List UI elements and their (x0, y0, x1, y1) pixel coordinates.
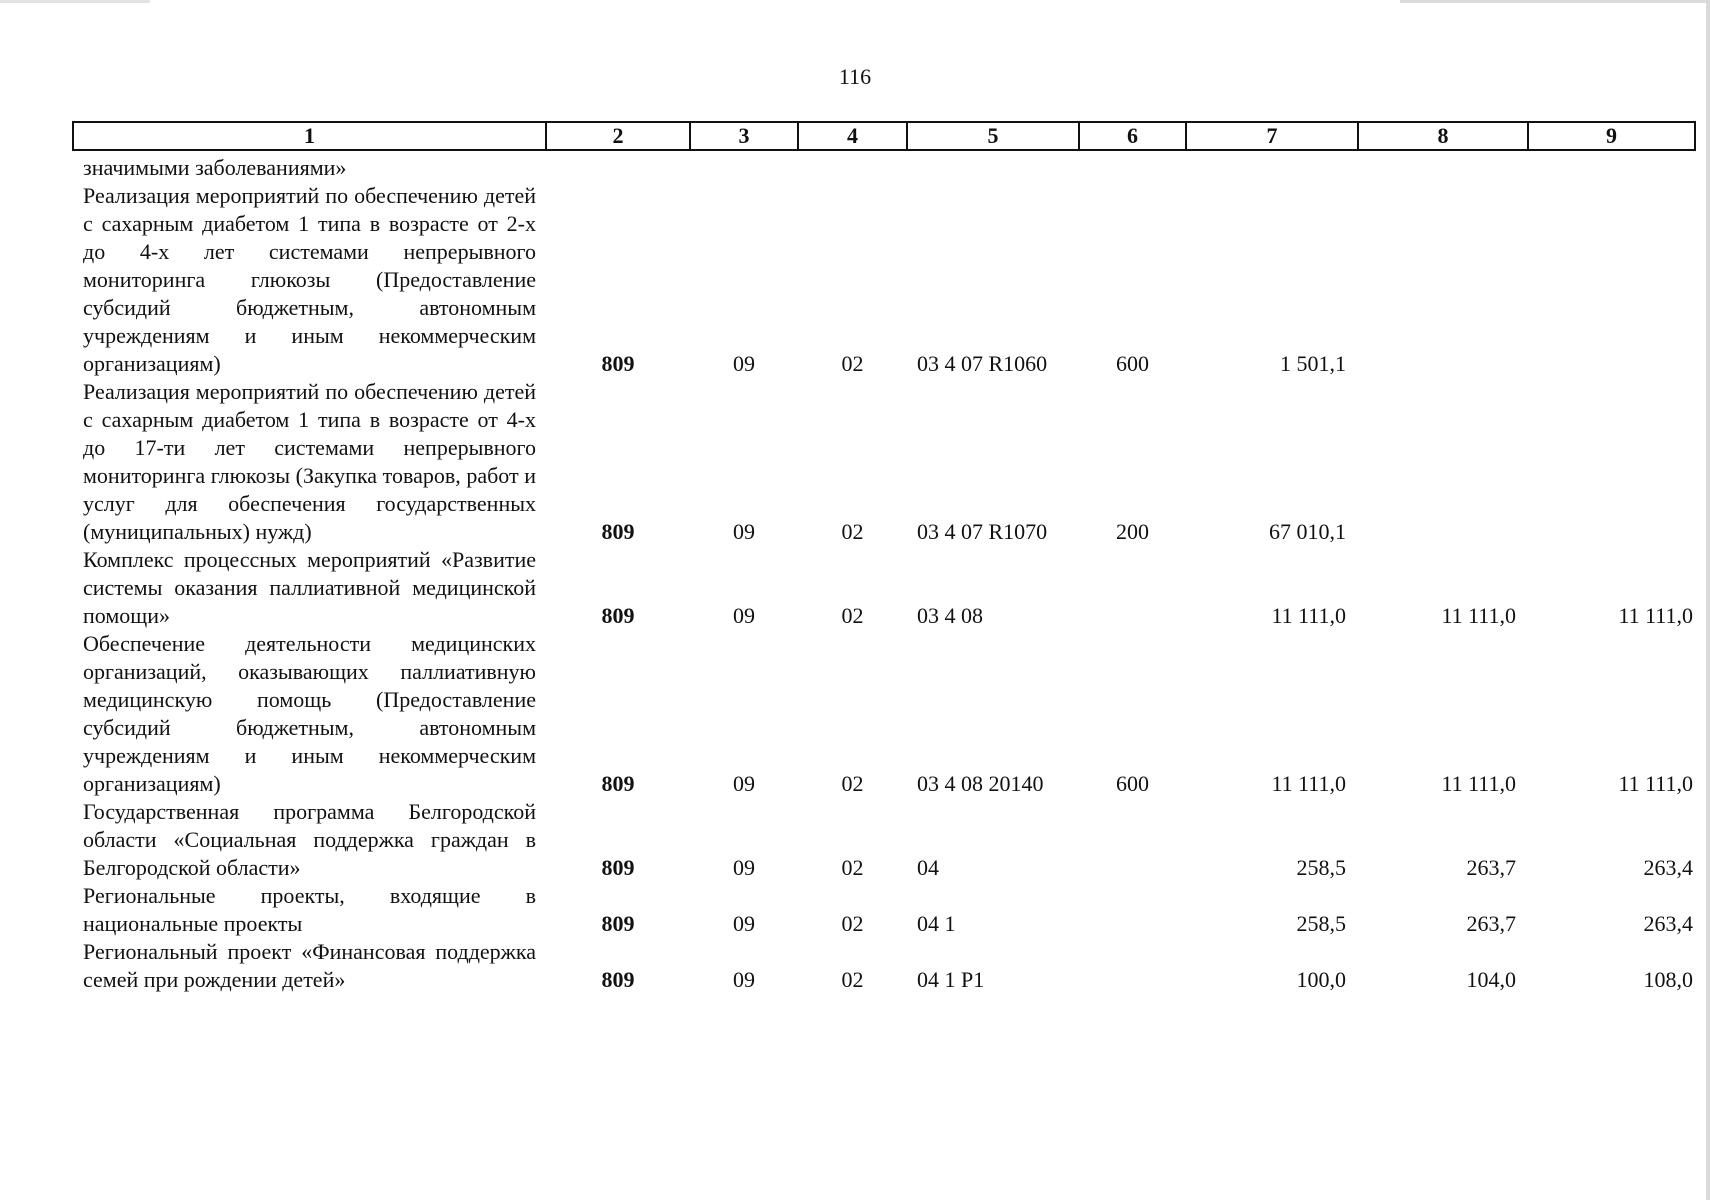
row-csr: 04 (917, 855, 939, 880)
row-vr (1079, 938, 1186, 994)
header-col-8: 8 (1358, 122, 1528, 150)
row-rz: 09 (733, 911, 755, 936)
row-year3 (1528, 378, 1695, 546)
row-year3 (1528, 182, 1695, 378)
budget-table (72, 121, 1696, 994)
row-year2 (1358, 182, 1528, 378)
scan-edge-top (0, 0, 1710, 3)
row-name: Региональный проект «Финансовая поддержка семей при рождении детей» (83, 939, 536, 992)
table-row (73, 882, 1695, 938)
row-csr: 03 4 08 (917, 603, 983, 628)
header-col-7: 7 (1186, 122, 1358, 150)
row-pr (798, 150, 907, 182)
row-year2 (1358, 150, 1528, 182)
row-year1 (1186, 150, 1358, 182)
row-pr: 02 (841, 911, 864, 936)
row-year2: 11 111,0 (1441, 603, 1516, 628)
header-col-5: 5 (907, 122, 1079, 150)
table-row (73, 546, 1695, 630)
row-rz: 09 (733, 603, 755, 628)
scan-edge-right (1706, 0, 1710, 1200)
row-year3 (1528, 150, 1695, 182)
row-ved: 809 (601, 351, 635, 376)
row-year3: 11 111,0 (1618, 771, 1693, 796)
row-name: значимыми заболеваниями» (83, 155, 347, 180)
header-col-2: 2 (546, 122, 690, 150)
row-year2 (1358, 378, 1528, 546)
row-csr: 04 1 P1 (917, 967, 985, 992)
row-name: Обеспечение деятельности медицинских организаций, оказывающих паллиативную медицинскую помощь (Предоставление субсидий бюджетным, автономным учреждениям и иным некоммерческим организациям) (83, 631, 536, 796)
row-name: Региональные проекты, входящие в национальные проекты (83, 883, 536, 936)
row-year3: 108,0 (1643, 967, 1693, 992)
row-year1: 67 010,1 (1269, 519, 1346, 544)
row-year1: 258,5 (1296, 911, 1346, 936)
row-rz: 09 (733, 519, 755, 544)
table-header-row (73, 122, 1695, 150)
header-col-4: 4 (798, 122, 907, 150)
row-year3: 263,4 (1643, 855, 1693, 880)
row-year2: 263,7 (1466, 911, 1516, 936)
row-rz: 09 (733, 351, 755, 376)
row-csr: 03 4 07 R1060 (917, 351, 1048, 376)
row-vr (1079, 546, 1186, 630)
row-ved: 809 (601, 855, 635, 880)
row-ved: 809 (601, 911, 635, 936)
row-year3: 263,4 (1643, 911, 1693, 936)
row-year1: 1 501,1 (1280, 351, 1346, 376)
row-name: Государственная программа Белгородской области «Социальная поддержка граждан в Белгородской области» (83, 799, 536, 880)
header-col-3: 3 (690, 122, 798, 150)
header-col-1: 1 (73, 122, 546, 150)
row-year1: 258,5 (1296, 855, 1346, 880)
row-name: Реализация мероприятий по обеспечению детей с сахарным диабетом 1 типа в возрасте от 4-х до 17-ти лет системами непрерывного мониторинга глюкозы (Закупка товаров, работ и услуг для обеспечения государственных (муниципальных) нужд) (83, 379, 536, 544)
table-row (73, 378, 1695, 546)
row-rz: 09 (733, 855, 755, 880)
row-csr: 03 4 07 R1070 (917, 519, 1048, 544)
row-rz: 09 (733, 771, 755, 796)
row-year2: 11 111,0 (1441, 771, 1516, 796)
row-vr: 600 (1116, 351, 1149, 376)
row-year1: 11 111,0 (1271, 771, 1346, 796)
row-pr: 02 (841, 519, 864, 544)
row-vr (1079, 150, 1186, 182)
row-ved: 809 (601, 603, 635, 628)
row-vr: 600 (1116, 771, 1149, 796)
table-row (73, 630, 1695, 798)
table-row (73, 938, 1695, 994)
row-year2: 263,7 (1466, 855, 1516, 880)
table-row (73, 182, 1695, 378)
table-row (73, 150, 1695, 182)
row-csr: 03 4 08 20140 (917, 771, 1044, 796)
row-csr: 04 1 (917, 911, 956, 936)
row-rz: 09 (733, 967, 755, 992)
header-col-9: 9 (1528, 122, 1695, 150)
row-vr (1079, 882, 1186, 938)
row-pr: 02 (841, 855, 864, 880)
row-ved: 809 (601, 967, 635, 992)
table-row (73, 798, 1695, 882)
row-year3: 11 111,0 (1618, 603, 1693, 628)
row-ved (546, 150, 690, 182)
row-name: Комплекс процессных мероприятий «Развитие системы оказания паллиативной медицинской помощи» (83, 547, 536, 628)
row-ved: 809 (601, 771, 635, 796)
row-pr: 02 (841, 771, 864, 796)
row-csr (907, 150, 1079, 182)
row-pr: 02 (841, 967, 864, 992)
header-col-6: 6 (1079, 122, 1186, 150)
page-number: 116 (838, 64, 872, 89)
row-pr: 02 (841, 351, 864, 376)
row-rz (690, 150, 798, 182)
row-year2: 104,0 (1466, 967, 1516, 992)
row-year1: 100,0 (1296, 967, 1346, 992)
row-vr: 200 (1116, 519, 1149, 544)
row-vr (1079, 798, 1186, 882)
row-pr: 02 (841, 603, 864, 628)
row-ved: 809 (601, 519, 635, 544)
row-year1: 11 111,0 (1271, 603, 1346, 628)
row-name: Реализация мероприятий по обеспечению детей с сахарным диабетом 1 типа в возрасте от 2-х до 4-х лет системами непрерывного мониторинга глюкозы (Предоставление субсидий бюджетным, автономным учреждениям и иным некоммерческим организациям) (83, 183, 536, 376)
